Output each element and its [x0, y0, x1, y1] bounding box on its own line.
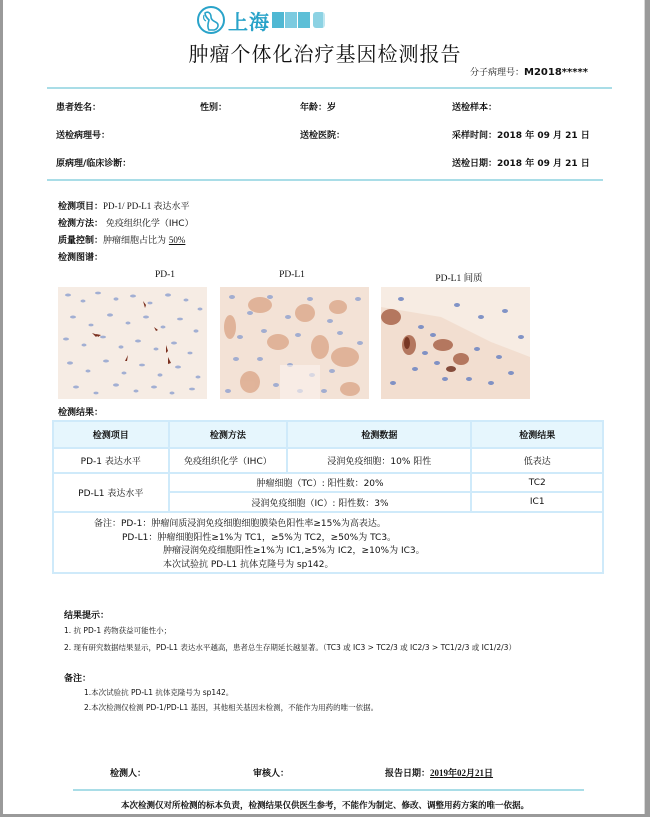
sample-type-field: 送检样本： — [452, 103, 498, 113]
cell-result: TC2 — [471, 473, 603, 492]
table-remarks-row — [53, 512, 603, 573]
cell-result: IC1 — [471, 492, 603, 512]
logo-text: 上海 — [228, 9, 270, 34]
hospital-logo — [196, 3, 326, 37]
ihc-image-pdl1-stroma — [381, 287, 530, 399]
header-test-data: 检测数据 — [287, 421, 471, 448]
report-date-value: 2019年02月21日 — [430, 768, 494, 778]
image-caption-pdl1-stroma: PD-L1 间质 — [435, 274, 483, 284]
cell-data: 肿瘤细胞（TC）: 阳性数：20% — [169, 473, 472, 492]
table-row — [53, 473, 603, 492]
molecular-id-value: M2018***** — [524, 67, 588, 78]
patient-age-field: 年龄：岁 — [300, 103, 337, 113]
cell-result: 低表达 — [471, 448, 603, 473]
image-caption-pd1: PD-1 — [154, 270, 176, 280]
submit-date-field: 送检日期：2018 年 09 月 21 日 — [452, 159, 590, 169]
report-date-field: 报告日期：2019年02月21日 — [385, 768, 494, 779]
notes-title: 备注： — [64, 674, 92, 684]
results-label: 检测结果： — [58, 408, 104, 418]
ihc-image-pdl1 — [220, 287, 369, 399]
ihc-image-pd1 — [58, 287, 207, 399]
quality-control-line: 质量控制：肿瘤细胞占比为 50% — [58, 235, 186, 246]
page-border-left — [0, 0, 3, 817]
images-label-line: 检测图谱： — [58, 253, 104, 263]
pathology-number-field: 送检病理号： — [56, 131, 111, 141]
molecular-id-label: 分子病理号： — [470, 68, 525, 78]
cell-data: 浸润免疫细胞：10% 阳性 — [287, 448, 471, 473]
report-title: 肿瘤个体化治疗基因检测报告 — [188, 42, 462, 66]
logo-emblem-icon — [196, 5, 226, 35]
header-test-method: 检测方法 — [169, 421, 288, 448]
hospital-field: 送检医院： — [300, 131, 346, 141]
remark-line: 本次试验抗 PD-L1 抗体克隆号为 sp142。 — [163, 559, 334, 570]
hint-item: 1. 抗 PD-1 药物获益可能性小； — [64, 626, 172, 635]
note-item: 2.本次检测仅检测 PD-1/PD-L1 基因，其他相关基因未检测，不能作为用药的唯一依据。 — [84, 703, 379, 712]
test-item-line: 检测项目：PD-1/ PD-L1 表达水平 — [58, 201, 190, 212]
header-test-item: 检测项目 — [53, 421, 169, 448]
sampling-time-field: 采样时间：2018 年 09 月 21 日 — [452, 131, 590, 141]
test-method-line: 检测方法： 免疫组织化学（IHC） — [58, 219, 194, 229]
page-border-right — [645, 0, 650, 817]
table-row — [53, 448, 603, 473]
cell-item: PD-L1 表达水平 — [53, 473, 169, 512]
remark-line: 肿瘤浸润免疫细胞阳性≥1%为 IC1,≥5%为 IC2，≥10%为 IC3。 — [163, 546, 425, 556]
tester-field: 检测人： — [110, 769, 147, 779]
remarks-cell — [53, 512, 603, 573]
info-divider — [47, 179, 603, 181]
footer-disclaimer: 本次检测仅对所检测的标本负责，检测结果仅供医生参考，不能作为制定、修改、调整用药方案的唯一依据。 — [120, 801, 529, 811]
table-header-row — [53, 421, 603, 448]
patient-name-field: 患者姓名： — [56, 103, 102, 113]
remark-line: PD-L1：肿瘤细胞阳性≥1%为 TC1，≥5%为 TC2，≥50%为 TC3。 — [122, 532, 397, 543]
cell-item: PD-1 表达水平 — [53, 448, 169, 473]
note-item: 1.本次试验抗 PD-L1 抗体克隆号为 sp142。 — [84, 688, 234, 697]
results-table — [52, 420, 604, 574]
header-test-result: 检测结果 — [471, 421, 603, 448]
header-divider — [47, 87, 612, 89]
image-caption-pdl1: PD-L1 — [279, 270, 305, 280]
patient-sex-field: 性别： — [200, 103, 228, 113]
hint-item: 2. 现有研究数据结果显示，PD-L1 表达水平越高，患者总生存期延长越显著。（TC3 或 IC3 > TC2/3 或 IC2/3 > TC1/2/3 或 IC1/2/3） — [64, 643, 516, 652]
cell-method: 免疫组织化学（IHC） — [169, 448, 288, 473]
diagnosis-field: 原病理/临床诊断： — [56, 159, 132, 169]
reviewer-field: 审核人： — [253, 769, 290, 779]
footer-divider — [73, 789, 584, 791]
molecular-pathology-number — [470, 65, 588, 78]
hints-title: 结果提示： — [64, 611, 110, 621]
cell-data: 浸润免疫细胞（IC）: 阳性数：3% — [169, 492, 472, 512]
logo-redacted-text — [272, 9, 326, 31]
remark-line: 备注：PD-1：肿瘤间质浸润免疫细胞细胞膜染色阳性率≥15%为高表达。 — [94, 519, 386, 529]
